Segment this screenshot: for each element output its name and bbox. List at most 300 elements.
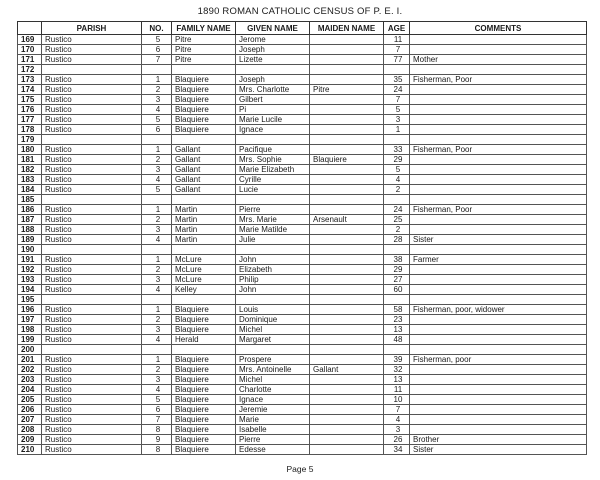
comments-cell: [410, 425, 587, 435]
row-number-cell: 171: [18, 55, 42, 65]
maiden-name-cell: [310, 135, 384, 145]
comments-cell: [410, 85, 587, 95]
header-given-name: GIVEN NAME: [236, 22, 310, 35]
no-cell: 2: [142, 365, 172, 375]
no-cell: 7: [142, 55, 172, 65]
family-name-cell: Blaquiere: [172, 105, 236, 115]
table-row: [18, 155, 587, 165]
page-footer: Page 5: [286, 464, 314, 474]
parish-cell: Rustico: [42, 165, 142, 175]
table-row: [18, 135, 587, 145]
no-cell: 3: [142, 375, 172, 385]
row-number-cell: 188: [18, 225, 42, 235]
parish-cell: Rustico: [42, 95, 142, 105]
family-name-cell: Martin: [172, 205, 236, 215]
parish-cell: Rustico: [42, 425, 142, 435]
maiden-name-cell: [310, 275, 384, 285]
row-number-cell: 169: [18, 35, 42, 45]
maiden-name-cell: [310, 325, 384, 335]
row-number-cell: 194: [18, 285, 42, 295]
table-row: [18, 435, 587, 445]
age-cell: 7: [384, 45, 410, 55]
age-cell: 5: [384, 165, 410, 175]
no-cell: 3: [142, 275, 172, 285]
given-name-cell: Marie Matilde: [236, 225, 310, 235]
table-row: [18, 315, 587, 325]
maiden-name-cell: [310, 255, 384, 265]
maiden-name-cell: [310, 75, 384, 85]
family-name-cell: Blaquiere: [172, 375, 236, 385]
family-name-cell: Kelley: [172, 285, 236, 295]
age-cell: 24: [384, 205, 410, 215]
comments-cell: [410, 385, 587, 395]
comments-cell: Brother: [410, 435, 587, 445]
table-row: [18, 225, 587, 235]
family-name-cell: McLure: [172, 275, 236, 285]
age-cell: 26: [384, 435, 410, 445]
comments-cell: [410, 395, 587, 405]
comments-cell: [410, 415, 587, 425]
given-name-cell: Marie: [236, 415, 310, 425]
comments-cell: [410, 95, 587, 105]
age-cell: 29: [384, 265, 410, 275]
maiden-name-cell: [310, 315, 384, 325]
table-row: [18, 125, 587, 135]
family-name-cell: Gallant: [172, 175, 236, 185]
parish-cell: Rustico: [42, 45, 142, 55]
age-cell: [384, 65, 410, 75]
parish-cell: Rustico: [42, 355, 142, 365]
table-row: [18, 245, 587, 255]
table-row: [18, 185, 587, 195]
parish-cell: Rustico: [42, 225, 142, 235]
family-name-cell: Blaquiere: [172, 355, 236, 365]
maiden-name-cell: Arsenault: [310, 215, 384, 225]
family-name-cell: Pitre: [172, 35, 236, 45]
family-name-cell: Blaquiere: [172, 315, 236, 325]
no-cell: 2: [142, 315, 172, 325]
row-number-cell: 179: [18, 135, 42, 145]
family-name-cell: Blaquiere: [172, 395, 236, 405]
no-cell: 1: [142, 355, 172, 365]
age-cell: 25: [384, 215, 410, 225]
given-name-cell: Julie: [236, 235, 310, 245]
header-age: AGE: [384, 22, 410, 35]
comments-cell: [410, 365, 587, 375]
family-name-cell: Gallant: [172, 155, 236, 165]
no-cell: 7: [142, 415, 172, 425]
family-name-cell: Blaquiere: [172, 365, 236, 375]
parish-cell: Rustico: [42, 75, 142, 85]
maiden-name-cell: [310, 415, 384, 425]
age-cell: 28: [384, 235, 410, 245]
parish-cell: Rustico: [42, 255, 142, 265]
given-name-cell: Joseph: [236, 75, 310, 85]
no-cell: 6: [142, 45, 172, 55]
given-name-cell: John: [236, 285, 310, 295]
row-number-cell: 203: [18, 375, 42, 385]
age-cell: 4: [384, 175, 410, 185]
parish-cell: Rustico: [42, 145, 142, 155]
given-name-cell: [236, 295, 310, 305]
table-row: [18, 115, 587, 125]
no-cell: [142, 245, 172, 255]
parish-cell: Rustico: [42, 275, 142, 285]
given-name-cell: Gilbert: [236, 95, 310, 105]
row-number-cell: 186: [18, 205, 42, 215]
table-row: [18, 325, 587, 335]
age-cell: [384, 295, 410, 305]
maiden-name-cell: Pitre: [310, 85, 384, 95]
age-cell: 58: [384, 305, 410, 315]
given-name-cell: Mrs. Charlotte: [236, 85, 310, 95]
maiden-name-cell: [310, 35, 384, 45]
age-cell: [384, 195, 410, 205]
comments-cell: Sister: [410, 445, 587, 455]
row-number-cell: 199: [18, 335, 42, 345]
family-name-cell: Blaquiere: [172, 95, 236, 105]
row-number-cell: 181: [18, 155, 42, 165]
comments-cell: [410, 35, 587, 45]
family-name-cell: Gallant: [172, 185, 236, 195]
family-name-cell: Blaquiere: [172, 325, 236, 335]
age-cell: 11: [384, 385, 410, 395]
age-cell: 38: [384, 255, 410, 265]
maiden-name-cell: Blaquiere: [310, 155, 384, 165]
row-number-cell: 184: [18, 185, 42, 195]
maiden-name-cell: [310, 195, 384, 205]
maiden-name-cell: [310, 225, 384, 235]
family-name-cell: [172, 345, 236, 355]
table-row: [18, 215, 587, 225]
age-cell: 48: [384, 335, 410, 345]
comments-cell: [410, 405, 587, 415]
no-cell: 4: [142, 385, 172, 395]
row-number-cell: 185: [18, 195, 42, 205]
maiden-name-cell: [310, 285, 384, 295]
family-name-cell: McLure: [172, 265, 236, 275]
parish-cell: Rustico: [42, 375, 142, 385]
table-row: [18, 375, 587, 385]
table-row: [18, 355, 587, 365]
parish-cell: Rustico: [42, 395, 142, 405]
no-cell: 8: [142, 445, 172, 455]
age-cell: 4: [384, 415, 410, 425]
no-cell: 1: [142, 145, 172, 155]
maiden-name-cell: [310, 55, 384, 65]
maiden-name-cell: [310, 105, 384, 115]
comments-cell: [410, 325, 587, 335]
parish-cell: Rustico: [42, 435, 142, 445]
parish-cell: [42, 345, 142, 355]
row-number-cell: 182: [18, 165, 42, 175]
given-name-cell: Pacifique: [236, 145, 310, 155]
parish-cell: Rustico: [42, 385, 142, 395]
age-cell: 32: [384, 365, 410, 375]
row-number-cell: 192: [18, 265, 42, 275]
row-number-cell: 174: [18, 85, 42, 95]
row-number-cell: 207: [18, 415, 42, 425]
parish-cell: [42, 295, 142, 305]
no-cell: 8: [142, 425, 172, 435]
given-name-cell: [236, 135, 310, 145]
age-cell: 27: [384, 275, 410, 285]
given-name-cell: [236, 195, 310, 205]
given-name-cell: John: [236, 255, 310, 265]
maiden-name-cell: [310, 265, 384, 275]
row-number-cell: 197: [18, 315, 42, 325]
table-row: [18, 305, 587, 315]
maiden-name-cell: [310, 405, 384, 415]
comments-cell: [410, 65, 587, 75]
comments-cell: [410, 295, 587, 305]
row-number-cell: 208: [18, 425, 42, 435]
no-cell: 3: [142, 165, 172, 175]
no-cell: 9: [142, 435, 172, 445]
parish-cell: Rustico: [42, 175, 142, 185]
comments-cell: [410, 105, 587, 115]
family-name-cell: Gallant: [172, 145, 236, 155]
given-name-cell: Dominique: [236, 315, 310, 325]
family-name-cell: Gallant: [172, 165, 236, 175]
given-name-cell: Isabelle: [236, 425, 310, 435]
row-number-cell: 178: [18, 125, 42, 135]
maiden-name-cell: [310, 445, 384, 455]
given-name-cell: Philip: [236, 275, 310, 285]
row-number-cell: 196: [18, 305, 42, 315]
parish-cell: Rustico: [42, 105, 142, 115]
header-no: NO.: [142, 22, 172, 35]
comments-cell: Fisherman, Poor: [410, 205, 587, 215]
age-cell: 77: [384, 55, 410, 65]
parish-cell: [42, 135, 142, 145]
family-name-cell: Pitre: [172, 55, 236, 65]
no-cell: 4: [142, 105, 172, 115]
row-number-cell: 206: [18, 405, 42, 415]
row-number-cell: 193: [18, 275, 42, 285]
comments-cell: [410, 245, 587, 255]
given-name-cell: Pi: [236, 105, 310, 115]
family-name-cell: [172, 135, 236, 145]
given-name-cell: Cyrille: [236, 175, 310, 185]
maiden-name-cell: [310, 205, 384, 215]
family-name-cell: Pitre: [172, 45, 236, 55]
age-cell: 34: [384, 445, 410, 455]
given-name-cell: Jeremie: [236, 405, 310, 415]
comments-cell: Mother: [410, 55, 587, 65]
comments-cell: Sister: [410, 235, 587, 245]
age-cell: 13: [384, 375, 410, 385]
no-cell: 3: [142, 95, 172, 105]
comments-cell: Fisherman, Poor: [410, 145, 587, 155]
table-row: [18, 295, 587, 305]
family-name-cell: Martin: [172, 225, 236, 235]
table-row: [18, 275, 587, 285]
age-cell: 7: [384, 405, 410, 415]
maiden-name-cell: [310, 385, 384, 395]
given-name-cell: Ignace: [236, 395, 310, 405]
parish-cell: Rustico: [42, 315, 142, 325]
parish-cell: [42, 245, 142, 255]
table-row: [18, 265, 587, 275]
given-name-cell: Mrs. Antoinelle: [236, 365, 310, 375]
row-number-cell: 202: [18, 365, 42, 375]
age-cell: 7: [384, 95, 410, 105]
family-name-cell: Blaquiere: [172, 435, 236, 445]
row-number-cell: 173: [18, 75, 42, 85]
row-number-cell: 201: [18, 355, 42, 365]
maiden-name-cell: [310, 305, 384, 315]
parish-cell: Rustico: [42, 235, 142, 245]
maiden-name-cell: [310, 375, 384, 385]
comments-cell: [410, 375, 587, 385]
age-cell: 2: [384, 225, 410, 235]
given-name-cell: [236, 245, 310, 255]
age-cell: [384, 345, 410, 355]
row-number-cell: 176: [18, 105, 42, 115]
maiden-name-cell: [310, 425, 384, 435]
comments-cell: [410, 135, 587, 145]
comments-cell: [410, 335, 587, 345]
header-family-name: FAMILY NAME: [172, 22, 236, 35]
table-row: [18, 415, 587, 425]
parish-cell: Rustico: [42, 55, 142, 65]
no-cell: 6: [142, 125, 172, 135]
table-row: [18, 45, 587, 55]
maiden-name-cell: Gallant: [310, 365, 384, 375]
table-row: [18, 165, 587, 175]
given-name-cell: Margaret: [236, 335, 310, 345]
row-number-cell: 204: [18, 385, 42, 395]
table-row: [18, 385, 587, 395]
no-cell: [142, 345, 172, 355]
no-cell: 1: [142, 205, 172, 215]
given-name-cell: Marie Lucile: [236, 115, 310, 125]
age-cell: 24: [384, 85, 410, 95]
row-number-cell: 195: [18, 295, 42, 305]
row-number-cell: 200: [18, 345, 42, 355]
no-cell: 5: [142, 185, 172, 195]
age-cell: 13: [384, 325, 410, 335]
parish-cell: [42, 195, 142, 205]
age-cell: [384, 245, 410, 255]
row-number-cell: 190: [18, 245, 42, 255]
no-cell: 4: [142, 235, 172, 245]
table-row: [18, 205, 587, 215]
no-cell: 1: [142, 75, 172, 85]
header-maiden-name: MAIDEN NAME: [310, 22, 384, 35]
maiden-name-cell: [310, 175, 384, 185]
no-cell: 5: [142, 395, 172, 405]
parish-cell: Rustico: [42, 185, 142, 195]
table-row: [18, 255, 587, 265]
family-name-cell: Herald: [172, 335, 236, 345]
parish-cell: Rustico: [42, 405, 142, 415]
age-cell: 60: [384, 285, 410, 295]
maiden-name-cell: [310, 45, 384, 55]
maiden-name-cell: [310, 395, 384, 405]
row-number-cell: 180: [18, 145, 42, 155]
age-cell: 3: [384, 115, 410, 125]
comments-cell: [410, 225, 587, 235]
comments-cell: Fisherman, poor, widower: [410, 305, 587, 315]
maiden-name-cell: [310, 345, 384, 355]
no-cell: 2: [142, 215, 172, 225]
given-name-cell: Elizabeth: [236, 265, 310, 275]
table-row: [18, 345, 587, 355]
age-cell: 35: [384, 75, 410, 85]
age-cell: 3: [384, 425, 410, 435]
comments-cell: Farmer: [410, 255, 587, 265]
row-number-cell: 209: [18, 435, 42, 445]
given-name-cell: [236, 65, 310, 75]
table-row: [18, 85, 587, 95]
family-name-cell: Blaquiere: [172, 445, 236, 455]
no-cell: [142, 295, 172, 305]
age-cell: 5: [384, 105, 410, 115]
parish-cell: Rustico: [42, 305, 142, 315]
table-row: [18, 145, 587, 155]
comments-cell: [410, 345, 587, 355]
no-cell: 5: [142, 115, 172, 125]
age-cell: 39: [384, 355, 410, 365]
family-name-cell: Blaquiere: [172, 405, 236, 415]
row-number-cell: 172: [18, 65, 42, 75]
row-number-cell: 210: [18, 445, 42, 455]
parish-cell: Rustico: [42, 415, 142, 425]
comments-cell: [410, 45, 587, 55]
census-body: [18, 35, 587, 455]
table-row: [18, 35, 587, 45]
row-number-cell: 177: [18, 115, 42, 125]
age-cell: 1: [384, 125, 410, 135]
age-cell: [384, 135, 410, 145]
given-name-cell: Michel: [236, 325, 310, 335]
maiden-name-cell: [310, 235, 384, 245]
maiden-name-cell: [310, 115, 384, 125]
family-name-cell: Martin: [172, 215, 236, 225]
parish-cell: Rustico: [42, 85, 142, 95]
given-name-cell: Michel: [236, 375, 310, 385]
family-name-cell: Blaquiere: [172, 415, 236, 425]
age-cell: 10: [384, 395, 410, 405]
no-cell: 3: [142, 325, 172, 335]
row-number-cell: 191: [18, 255, 42, 265]
table-row: [18, 335, 587, 345]
parish-cell: Rustico: [42, 115, 142, 125]
parish-cell: Rustico: [42, 285, 142, 295]
age-cell: 33: [384, 145, 410, 155]
age-cell: 23: [384, 315, 410, 325]
maiden-name-cell: [310, 165, 384, 175]
maiden-name-cell: [310, 95, 384, 105]
comments-cell: [410, 265, 587, 275]
family-name-cell: Martin: [172, 235, 236, 245]
comments-cell: [410, 315, 587, 325]
no-cell: 1: [142, 255, 172, 265]
given-name-cell: Ignace: [236, 125, 310, 135]
family-name-cell: McLure: [172, 255, 236, 265]
family-name-cell: Blaquiere: [172, 115, 236, 125]
parish-cell: Rustico: [42, 155, 142, 165]
row-number-cell: 175: [18, 95, 42, 105]
no-cell: 4: [142, 285, 172, 295]
row-number-cell: 183: [18, 175, 42, 185]
no-cell: 2: [142, 85, 172, 95]
maiden-name-cell: [310, 185, 384, 195]
census-table: [17, 21, 587, 455]
no-cell: 3: [142, 225, 172, 235]
